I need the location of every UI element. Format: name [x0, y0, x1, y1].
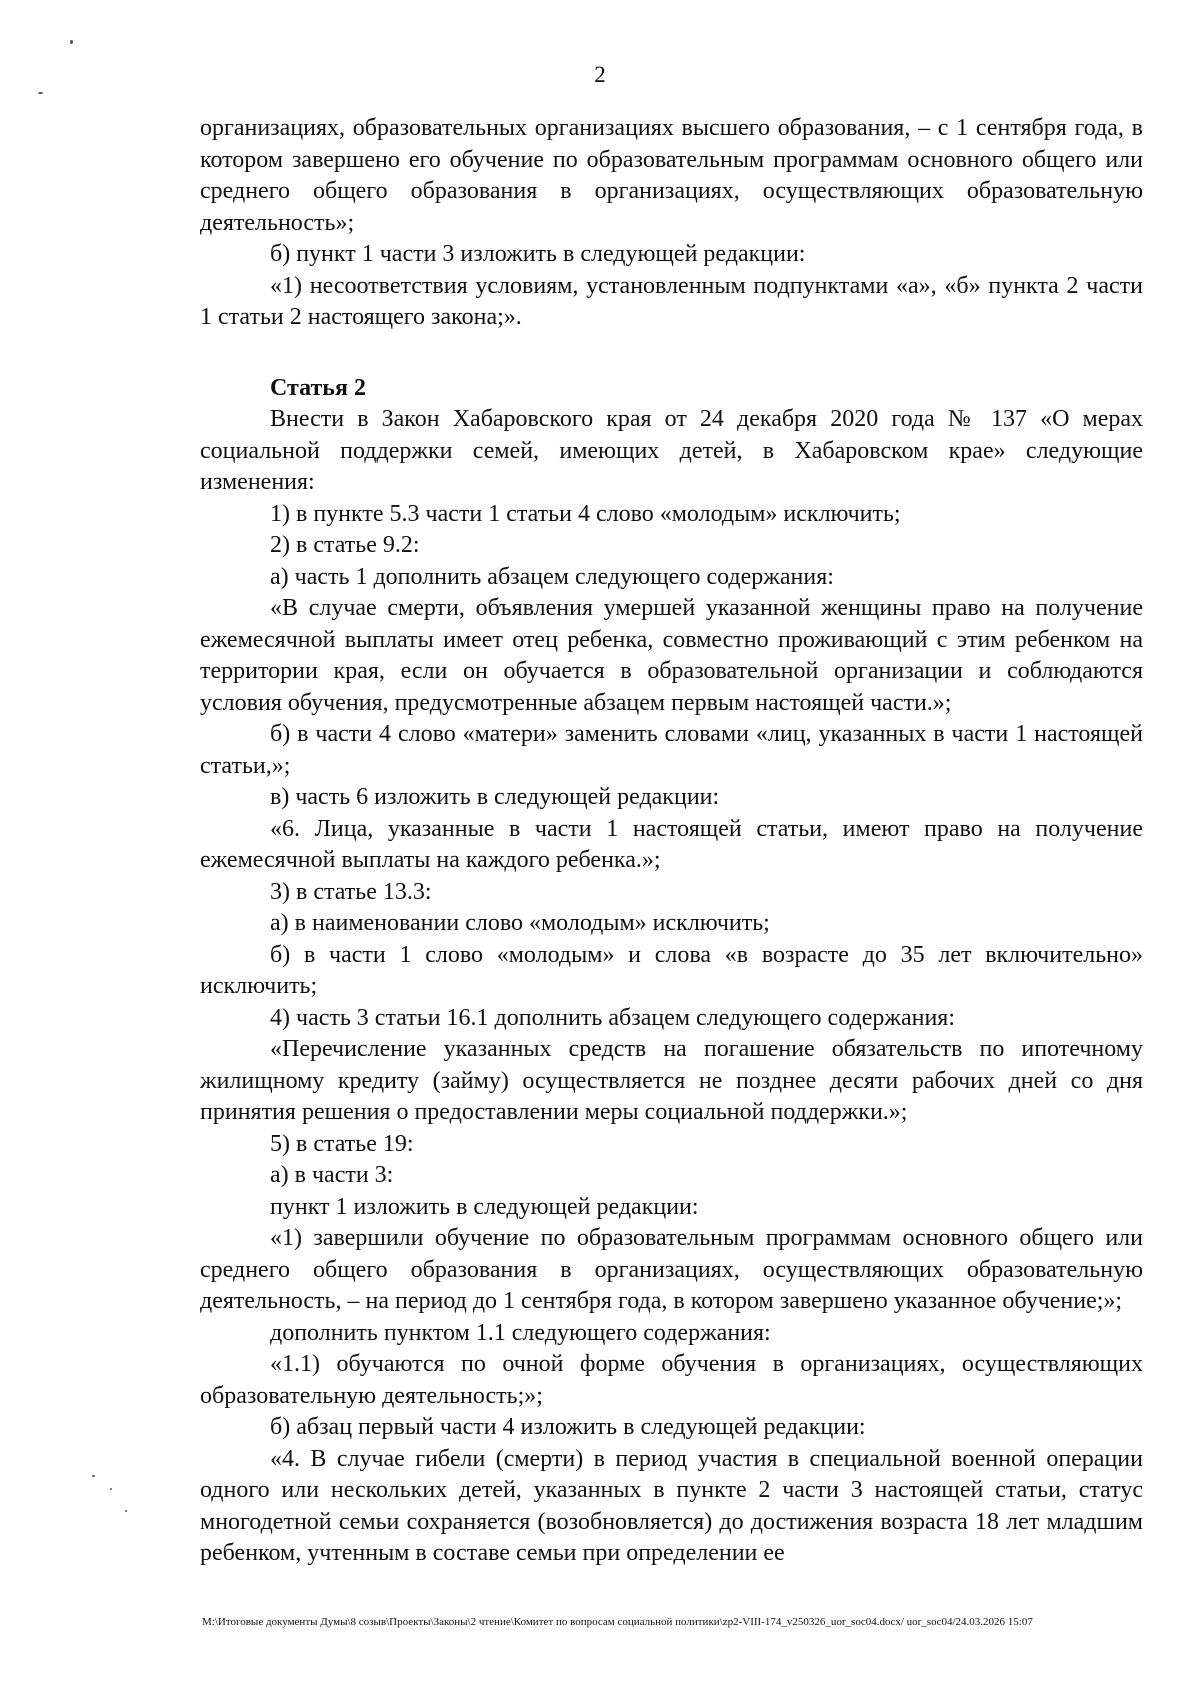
- paragraph: дополнить пунктом 1.1 следующего содержания:: [270, 1319, 771, 1346]
- file-path-footer: M:\Итоговые документы Думы\8 созыв\Проекты\Законы\2 чтение\Комитет по вопросам социальной политики\zp2-VIII-174_v250326_uor_soc04.docx/ uor_soc04/24.03.2026 15:07: [202, 1616, 1033, 1628]
- page-number: 2: [594, 62, 606, 87]
- article-heading: Статья 2: [270, 374, 366, 401]
- paragraph: организациях, образовательных организациях высшего образования, – с 1 сентября года, в котором завершено его обучение по образовательным программам основного общего или среднего общего образования в организациях, осуществляющих образовательную деятельность»;: [200, 115, 1143, 236]
- paragraph: 4) часть 3 статьи 16.1 дополнить абзацем следующего содержания:: [270, 1004, 955, 1031]
- scan-speck: [70, 40, 73, 44]
- paragraph: 5) в статье 19:: [270, 1130, 414, 1157]
- paragraph: «Перечисление указанных средств на погашение обязательств по ипотечному жилищному кредиту (займу) осуществляется не позднее десяти рабочих дней со дня принятия решения о предоставлении меры социальной поддержки.»;: [200, 1036, 1143, 1125]
- scan-speck: [38, 92, 43, 94]
- paragraph: б) абзац первый части 4 изложить в следующей редакции:: [270, 1414, 866, 1440]
- paragraph: «6. Лица, указанные в части 1 настоящей статьи, имеют право на получение ежемесячной выплаты на каждого ребенка.»;: [200, 815, 1143, 873]
- paragraph: в) часть 6 изложить в следующей редакции:: [270, 784, 720, 810]
- paragraph: «1.1) обучаются по очной форме обучения в организациях, осуществляющих образовательную деятельность;»;: [200, 1351, 1143, 1409]
- paragraph: Внести в Закон Хабаровского края от 24 декабря 2020 года № 137 «О мерах социальной поддержки семей, имеющих детей, в Хабаровском крае» следующие изменения:: [200, 406, 1143, 495]
- paragraphs-after-heading: [200, 404, 1143, 1570]
- paragraph: а) в наименовании слово «молодым» исключить;: [270, 910, 770, 936]
- paragraph: а) в части 3:: [270, 1162, 394, 1188]
- paragraph: 2) в статье 9.2:: [270, 532, 420, 558]
- paragraph: 3) в статье 13.3:: [270, 878, 432, 905]
- paragraph: «В случае смерти, объявления умершей указанной женщины право на получение ежемесячной выплаты имеет отец ребенка, совместно проживающий с этим ребенком на территории края, если он обучается в образовательной организации и соблюдаются условия обучения, предусмотренные абзацем первым настоящей части.»;: [200, 595, 1143, 716]
- paragraph: «4. В случае гибели (смерти) в период участия в специальной военной операции одного или нескольких детей, указанных в пункте 2 части 3 настоящей статьи, статус многодетной семьи сохраняется (возобновляется) до достижения возраста 18 лет младшим ребенком, учтенным в составе семьи при определении ее: [200, 1445, 1143, 1566]
- paragraph: «1) несоответствия условиям, установленным подпунктами «а», «б» пункта 2 части 1 статьи 2 настоящего закона;».: [200, 272, 1143, 330]
- paragraph: пункт 1 изложить в следующей редакции:: [270, 1193, 699, 1220]
- paragraph: 1) в пункте 5.3 части 1 статьи 4 слово «молодым» исключить;: [270, 500, 901, 527]
- document-body: [200, 113, 1143, 1570]
- paragraph: б) в части 1 слово «молодым» и слова «в возрасте до 35 лет включительно» исключить;: [200, 941, 1143, 999]
- paragraph: б) в части 4 слово «матери» заменить словами «лиц, указанных в части 1 настоящей статьи,»;: [200, 721, 1143, 779]
- paragraph: а) часть 1 дополнить абзацем следующего содержания:: [270, 563, 834, 590]
- paragraph: «1) завершили обучение по образовательным программам основного общего или среднего общего образования в организациях, осуществляющих образовательную деятельность, – на период до 1 сентября года, в котором завершено указанное обучение;»;: [200, 1225, 1143, 1314]
- paragraphs-before-heading: [200, 113, 1143, 334]
- scan-speck: [92, 1475, 95, 1477]
- scan-speck: [125, 1510, 127, 1512]
- scan-speck: [110, 1488, 112, 1490]
- paragraph: б) пункт 1 части 3 изложить в следующей редакции:: [270, 241, 806, 267]
